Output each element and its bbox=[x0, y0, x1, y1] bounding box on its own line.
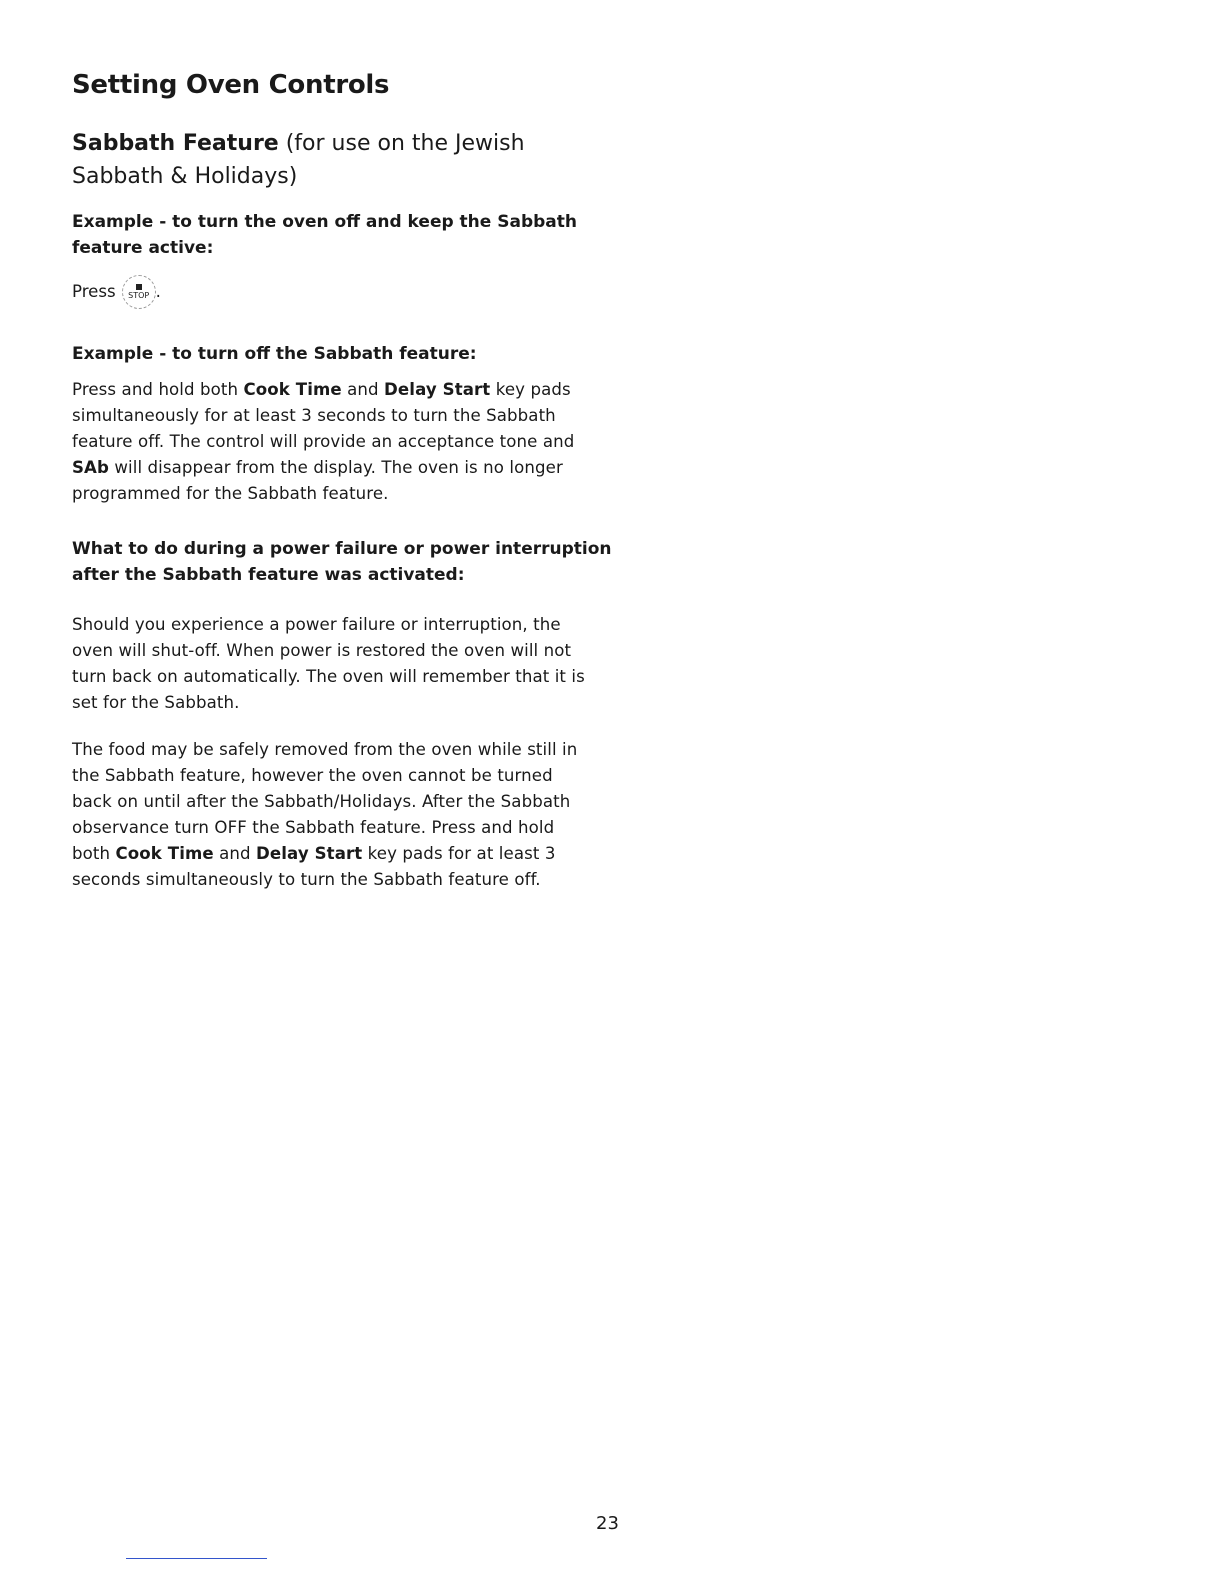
sab-term: SAb bbox=[72, 458, 109, 477]
stop-key-label: STOP bbox=[128, 291, 150, 300]
text-run: The food may be safely removed from the oven while still in the Sabbath feature, however the oven cannot be turned back on until after the Sabbath/Holidays. After the Sabbath observance turn OFF the Sabbath feature. Press and hold both bbox=[72, 740, 578, 863]
section-heading-rest: (for use on the Jewish Sabbath & Holidays) bbox=[72, 131, 525, 189]
section-heading bbox=[72, 127, 592, 193]
cook-time-term: Cook Time bbox=[243, 380, 342, 399]
example2-paragraph bbox=[72, 377, 592, 507]
delay-start-term: Delay Start bbox=[384, 380, 491, 399]
cook-time-term: Cook Time bbox=[115, 844, 214, 863]
page-number: 23 bbox=[596, 1513, 619, 1534]
press-stop-line bbox=[72, 272, 161, 312]
example1-heading: Example - to turn the oven off and keep the Sabbath feature active: bbox=[72, 212, 577, 258]
text-run: will disappear from the display. The oven is no longer programmed for the Sabbath feature. bbox=[72, 458, 563, 503]
text-run: and bbox=[341, 380, 385, 399]
footer-rule bbox=[126, 1558, 267, 1559]
press-suffix: . bbox=[155, 282, 161, 301]
stop-square-icon bbox=[136, 284, 142, 290]
text-run: Press and hold both bbox=[72, 380, 244, 399]
stop-key-icon bbox=[122, 275, 156, 309]
text-run: key pads for at least 3 seconds simultaneously to turn the Sabbath feature off. bbox=[72, 844, 556, 889]
section-heading-bold: Sabbath Feature bbox=[72, 131, 279, 156]
text-run: key pads simultaneously for at least 3 seconds to turn the Sabbath feature off. The control will provide an acceptance tone and bbox=[72, 380, 575, 451]
power-failure-heading: What to do during a power failure or power interruption after the Sabbath feature was activated: bbox=[72, 539, 612, 585]
press-label: Press bbox=[72, 282, 116, 301]
example2-heading: Example - to turn off the Sabbath feature: bbox=[72, 344, 477, 364]
power-failure-paragraph-2 bbox=[72, 737, 592, 893]
text-run: and bbox=[213, 844, 257, 863]
delay-start-term: Delay Start bbox=[256, 844, 363, 863]
power-failure-paragraph-1: Should you experience a power failure or interruption, the oven will shut-off. When power is restored the oven will not turn back on automatically. The oven will remember that it is set for the Sabbath. bbox=[72, 615, 585, 712]
page-title: Setting Oven Controls bbox=[72, 70, 390, 100]
